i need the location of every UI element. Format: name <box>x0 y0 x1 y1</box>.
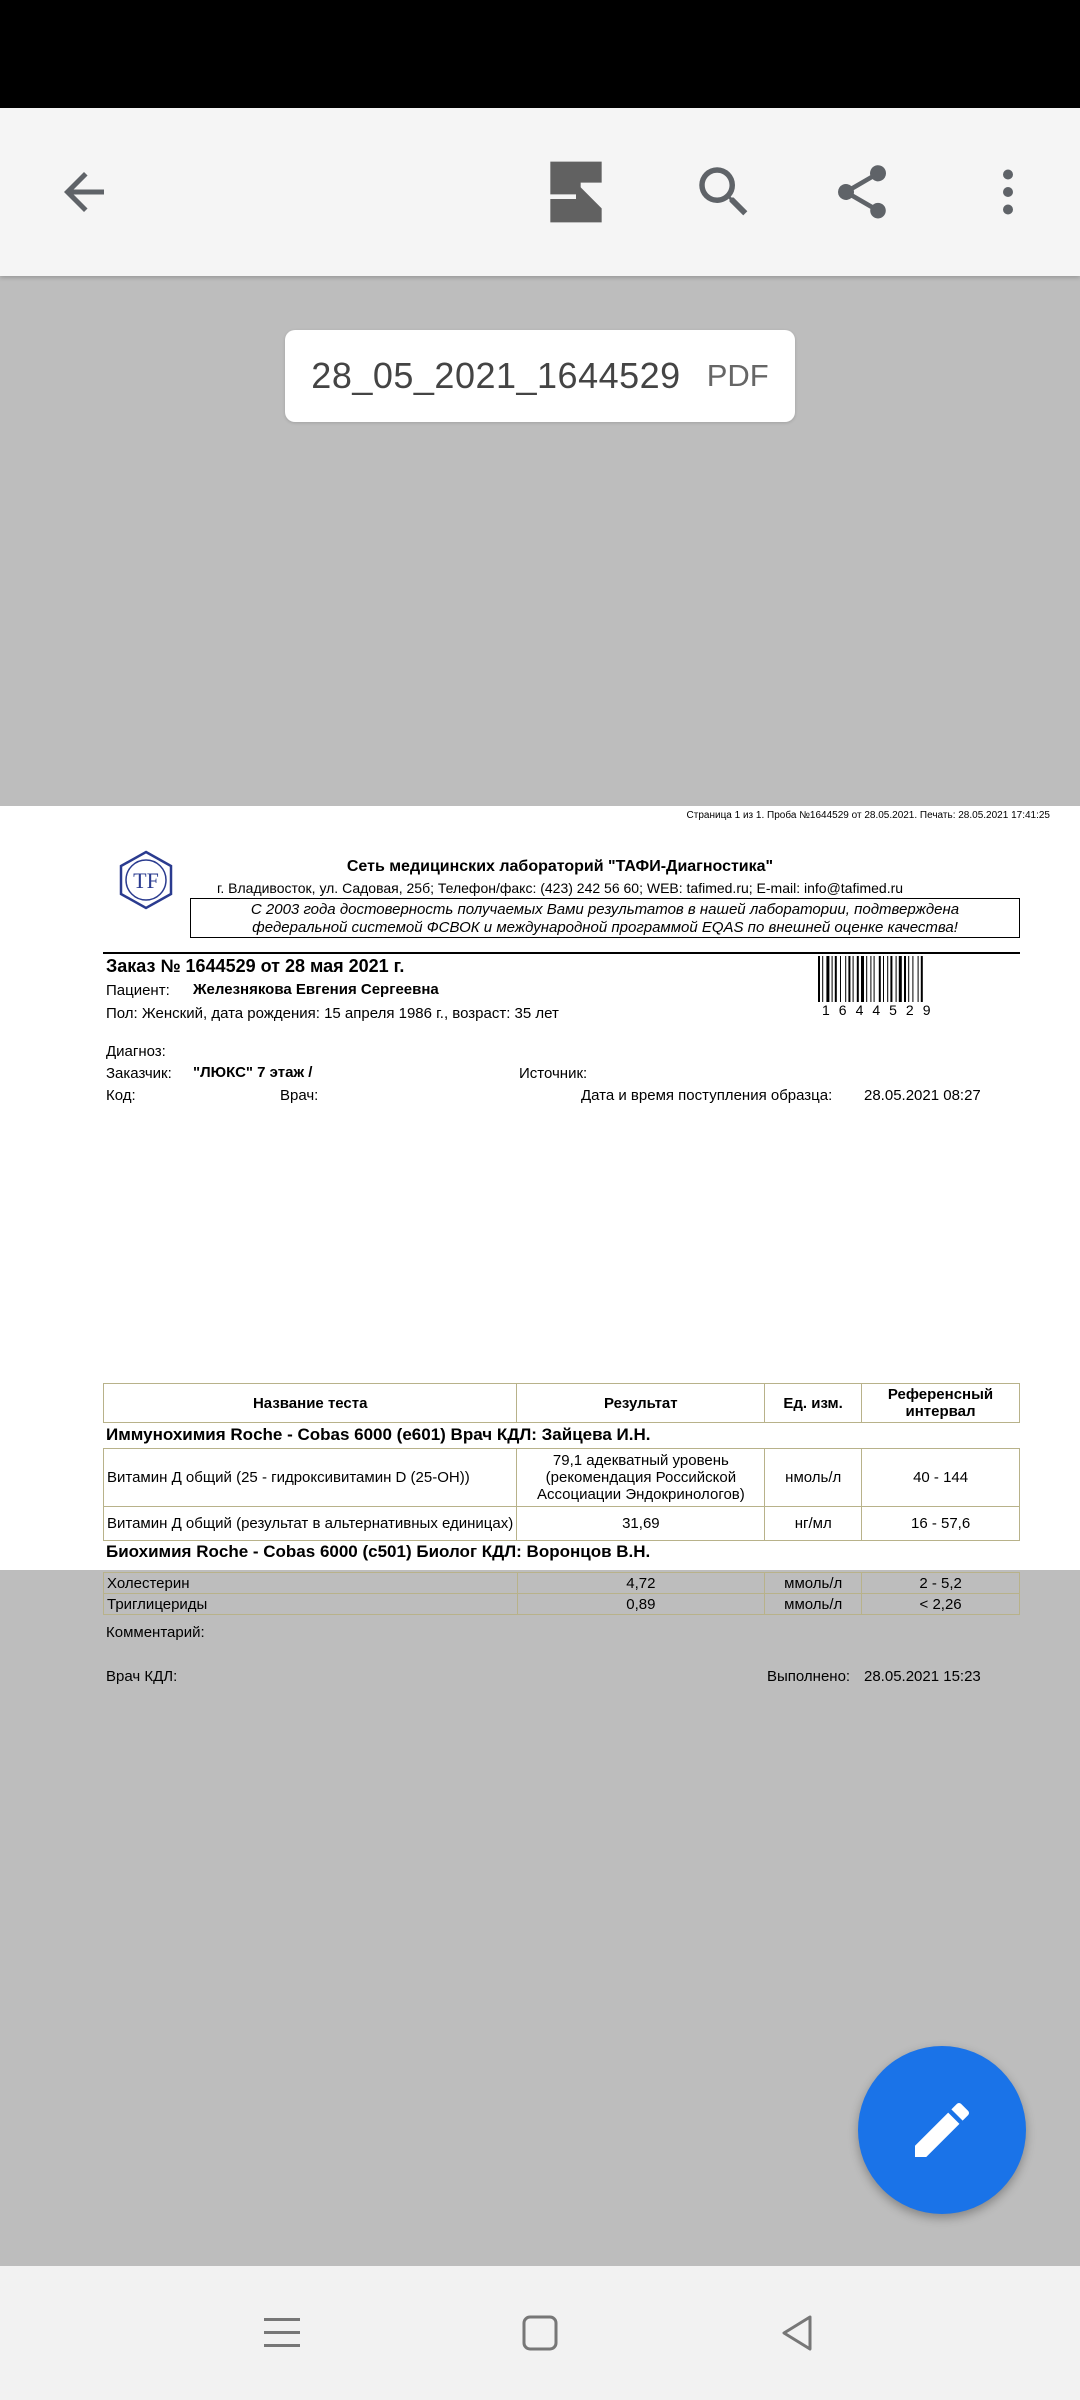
more-vertical-icon <box>978 162 1038 222</box>
home-button[interactable] <box>500 2293 580 2373</box>
divider <box>103 952 1020 954</box>
barcode <box>818 956 958 1002</box>
pencil-icon <box>906 2094 978 2166</box>
arrow-left-icon <box>54 162 114 222</box>
order-title: Заказ № 1644529 от 28 мая 2021 г. <box>106 956 405 976</box>
barcode-bar <box>879 956 881 1002</box>
share-icon <box>830 160 894 224</box>
code-label: Код: <box>106 1087 136 1104</box>
barcode-digits: 1644529 <box>822 1002 940 1018</box>
barcode-bar <box>890 956 892 1002</box>
barcode-bar <box>818 956 820 1002</box>
barcode-bar <box>883 956 884 1002</box>
search-icon <box>691 159 757 225</box>
barcode-bar <box>832 956 833 1002</box>
barcode-bar <box>840 956 841 1002</box>
share-button[interactable] <box>812 142 912 242</box>
cell-reference: 16 - 57,6 <box>862 1507 1020 1541</box>
back-button[interactable] <box>34 142 134 242</box>
pdf-page[interactable] <box>0 806 1080 1685</box>
table-row <box>104 1594 1020 1615</box>
cell-test: Витамин Д общий (результат в альтернативных единицах) <box>104 1507 517 1541</box>
system-nav-bar <box>0 2266 1080 2400</box>
menu-icon <box>260 2311 304 2355</box>
lab-name: Сеть медицинских лабораторий "ТАФИ-Диагностика" <box>346 858 774 875</box>
column-header-result: Результат <box>517 1384 765 1423</box>
patient-info: Пол: Женский, дата рождения: 15 апреля 1986 г., возраст: 35 лет <box>106 1005 559 1022</box>
cell-result: 31,69 <box>517 1507 765 1541</box>
print-header: Страница 1 из 1. Проба №1644529 от 28.05.2021. Печать: 28.05.2021 17:41:25 <box>686 810 1050 821</box>
patient-name: Железнякова Евгения Сергеевна <box>193 981 439 998</box>
diagnosis-label: Диагноз: <box>106 1043 166 1060</box>
barcode-bar <box>896 956 897 1002</box>
sample-date-value: 28.05.2021 08:27 <box>864 1087 981 1104</box>
customer-value: "ЛЮКС" 7 этаж / <box>193 1064 313 1081</box>
barcode-bar <box>918 956 919 1002</box>
section-title-biochemistry: Биохимия Roche - Cobas 6000 (c501) Биолог КДЛ: Воронцов В.Н. <box>106 1542 651 1561</box>
svg-text:TF: TF <box>133 868 159 893</box>
results-table-header <box>103 1383 1020 1423</box>
recent-apps-button[interactable] <box>242 2293 322 2373</box>
cell-reference: < 2,26 <box>862 1594 1020 1615</box>
table-header-row <box>104 1384 1020 1423</box>
cell-test: Холестерин <box>104 1573 518 1594</box>
file-name: 28_05_2021_1644529 <box>311 355 681 396</box>
barcode-bar <box>826 956 829 1002</box>
results-table-biochemistry <box>103 1572 1020 1615</box>
app-bar <box>0 108 1080 276</box>
barcode-bar <box>912 956 913 1002</box>
cell-reference: 40 - 144 <box>862 1449 1020 1507</box>
edit-fab[interactable] <box>858 2046 1026 2214</box>
back-nav-button[interactable] <box>758 2293 838 2373</box>
barcode-bar <box>835 956 837 1002</box>
file-name-chip <box>285 330 795 422</box>
back-triangle-icon <box>776 2311 820 2355</box>
cell-unit: ммоль/л <box>765 1573 862 1594</box>
lab-address: г. Владивосток, ул. Садовая, 25б; Телефон/факс: (423) 242 56 60; WEB: tafimed.ru; E-mail: info@tafimed.ru <box>216 880 904 896</box>
cell-reference: 2 - 5,2 <box>862 1573 1020 1594</box>
patient-label: Пациент: <box>106 982 170 999</box>
barcode-bar <box>861 956 864 1002</box>
cell-test: Витамин Д общий (25 - гидроксивитамин D (25-OH)) <box>104 1449 517 1507</box>
cell-test: Триглицериды <box>104 1594 518 1615</box>
barcode-bar <box>857 956 859 1002</box>
completed-value: 28.05.2021 15:23 <box>864 1668 981 1685</box>
cell-unit: ммоль/л <box>765 1594 862 1615</box>
status-bar <box>0 0 1080 108</box>
cell-result: 4,72 <box>517 1573 765 1594</box>
section-title-immunochemistry: Иммунохимия Roche - Cobas 6000 (e601) Врач КДЛ: Зайцева И.Н. <box>106 1425 651 1444</box>
quality-line-1: С 2003 года достоверность получаемых Вами результатов в нашей лаборатории, подтверждена <box>250 901 960 918</box>
search-button[interactable] <box>674 142 774 242</box>
barcode-bar <box>908 956 909 1002</box>
column-header-unit: Ед. изм. <box>765 1384 862 1423</box>
barcode-bar <box>866 956 867 1002</box>
barcode-bar <box>904 956 906 1002</box>
barcode-bar <box>899 956 902 1002</box>
barcode-bar <box>845 956 846 1002</box>
sample-date-label: Дата и время поступления образца: <box>581 1087 833 1104</box>
table-row <box>104 1573 1020 1594</box>
cell-result: 0,89 <box>517 1594 765 1615</box>
column-header-reference: Референсный интервал <box>862 1384 1020 1423</box>
pdf-viewer[interactable] <box>0 276 1080 2266</box>
file-type: PDF <box>706 358 769 393</box>
table-row <box>104 1507 1020 1541</box>
quality-line-2: федеральной системой ФСВОК и международной программой EQAS по внешней оценке качества! <box>252 919 958 936</box>
cell-unit: нг/мл <box>765 1507 862 1541</box>
home-square-icon <box>518 2311 562 2355</box>
barcode-bar <box>887 956 888 1002</box>
cell-result: 79,1 адекватный уровень (рекомендация Российской Ассоциации Эндокринологов) <box>517 1449 765 1507</box>
barcode-bar <box>921 956 923 1002</box>
barcode-bar <box>853 956 854 1002</box>
document-outline-button[interactable] <box>526 142 626 242</box>
customer-label: Заказчик: <box>106 1065 172 1082</box>
barcode-bar <box>870 956 871 1002</box>
cell-unit: нмоль/л <box>765 1449 862 1507</box>
source-label: Источник: <box>519 1065 588 1082</box>
completed-label: Выполнено: <box>767 1668 851 1685</box>
more-options-button[interactable] <box>958 142 1058 242</box>
barcode-bar <box>822 956 823 1002</box>
quality-statement <box>190 898 1020 938</box>
document-outline-icon <box>548 159 604 225</box>
kdl-doctor-label: Врач КДЛ: <box>106 1668 178 1685</box>
doctor-label: Врач: <box>280 1087 319 1104</box>
results-table-immunochemistry <box>103 1448 1020 1541</box>
table-row <box>104 1449 1020 1507</box>
comment-label: Комментарий: <box>106 1624 205 1641</box>
column-header-test: Название теста <box>104 1384 517 1423</box>
barcode-bar <box>848 956 850 1002</box>
barcode-bar <box>874 956 875 1002</box>
